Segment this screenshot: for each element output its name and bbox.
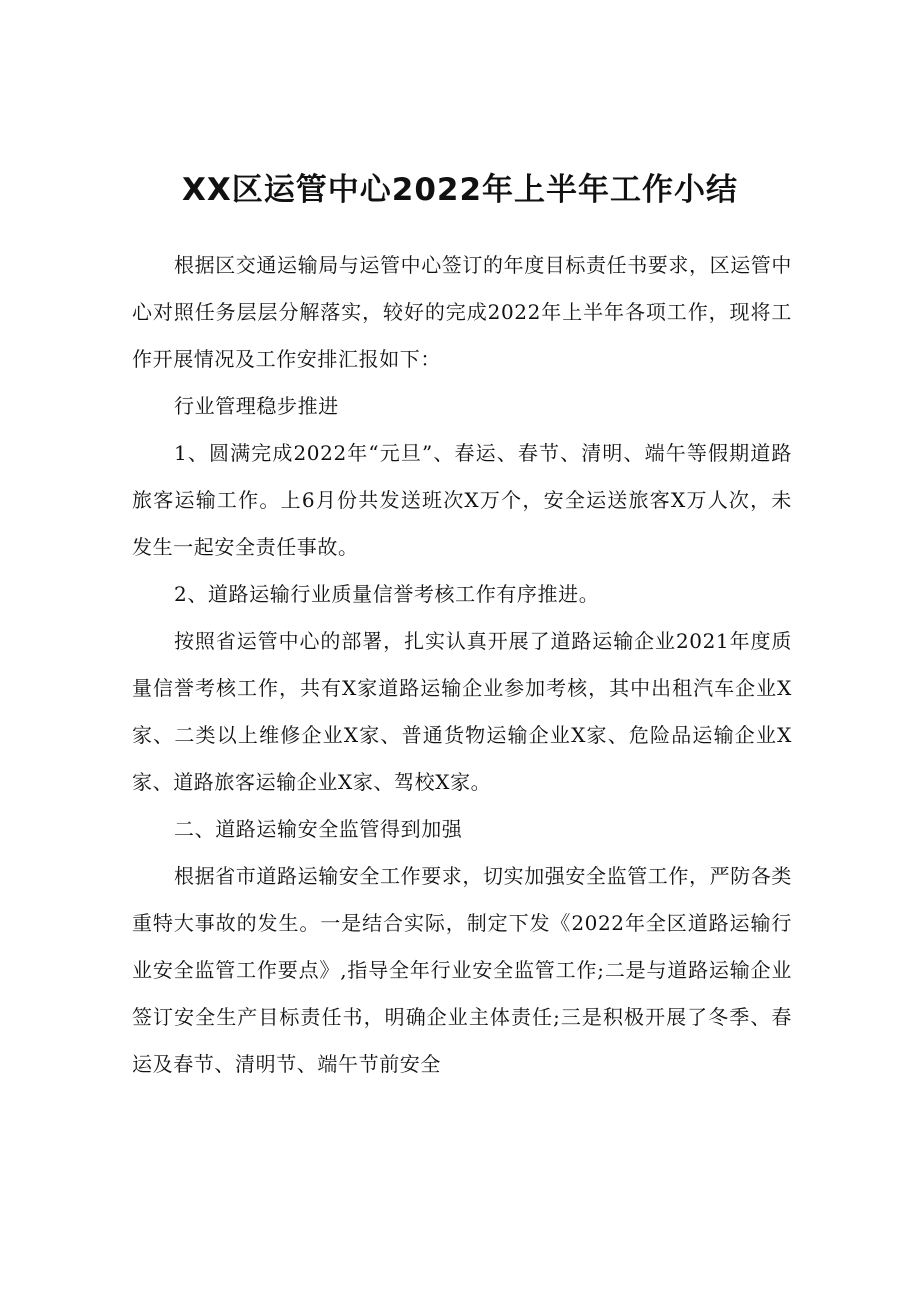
paragraph-assessment-details: 按照省运管中心的部署，扎实认真开展了道路运输企业2021年度质量信誉考核工作，共有X家道路运输企业参加考核，其中出租汽车企业X家、二类以上维修企业X家、普通货物运输企业X家、危险品运输企业X家、道路旅客运输企业X家、驾校X家。 — [132, 629, 792, 794]
section-heading-safety-supervision: 二、道路运输安全监管得到加强 — [174, 817, 463, 841]
section-heading-industry-management: 行业管理稳步推进 — [174, 394, 339, 418]
paragraph-intro: 根据区交通运输局与运管中心签订的年度目标责任书要求，区运管中心对照任务层层分解落实，较好的完成2022年上半年各项工作，现将工作开展情况及工作安排汇报如下： — [132, 253, 792, 371]
document-title: XX区运管中心2022年上半年工作小结 — [181, 172, 739, 208]
document-body — [132, 242, 792, 1088]
paragraph-safety-details: 根据省市道路运输安全工作要求，切实加强安全监管工作，严防各类重特大事故的发生。一是结合实际，制定下发《2022年全区道路运输行业安全监管工作要点》,指导全年行业安全监管工作;二是与道路运输企业签订安全生产目标责任书，明确企业主体责任;三是积极开展了冬季、春运及春节、清明节、端午节前安全 — [132, 864, 792, 1076]
paragraph-item-1-holiday-transport: 1、圆满完成2022年“元旦”、春运、春节、清明、端午等假期道路旅客运输工作。上6月份共发送班次X万个，安全运送旅客X万人次，未发生一起安全责任事故。 — [132, 441, 792, 559]
paragraph-item-2-credit-assessment: 2、道路运输行业质量信誉考核工作有序推进。 — [174, 582, 600, 606]
